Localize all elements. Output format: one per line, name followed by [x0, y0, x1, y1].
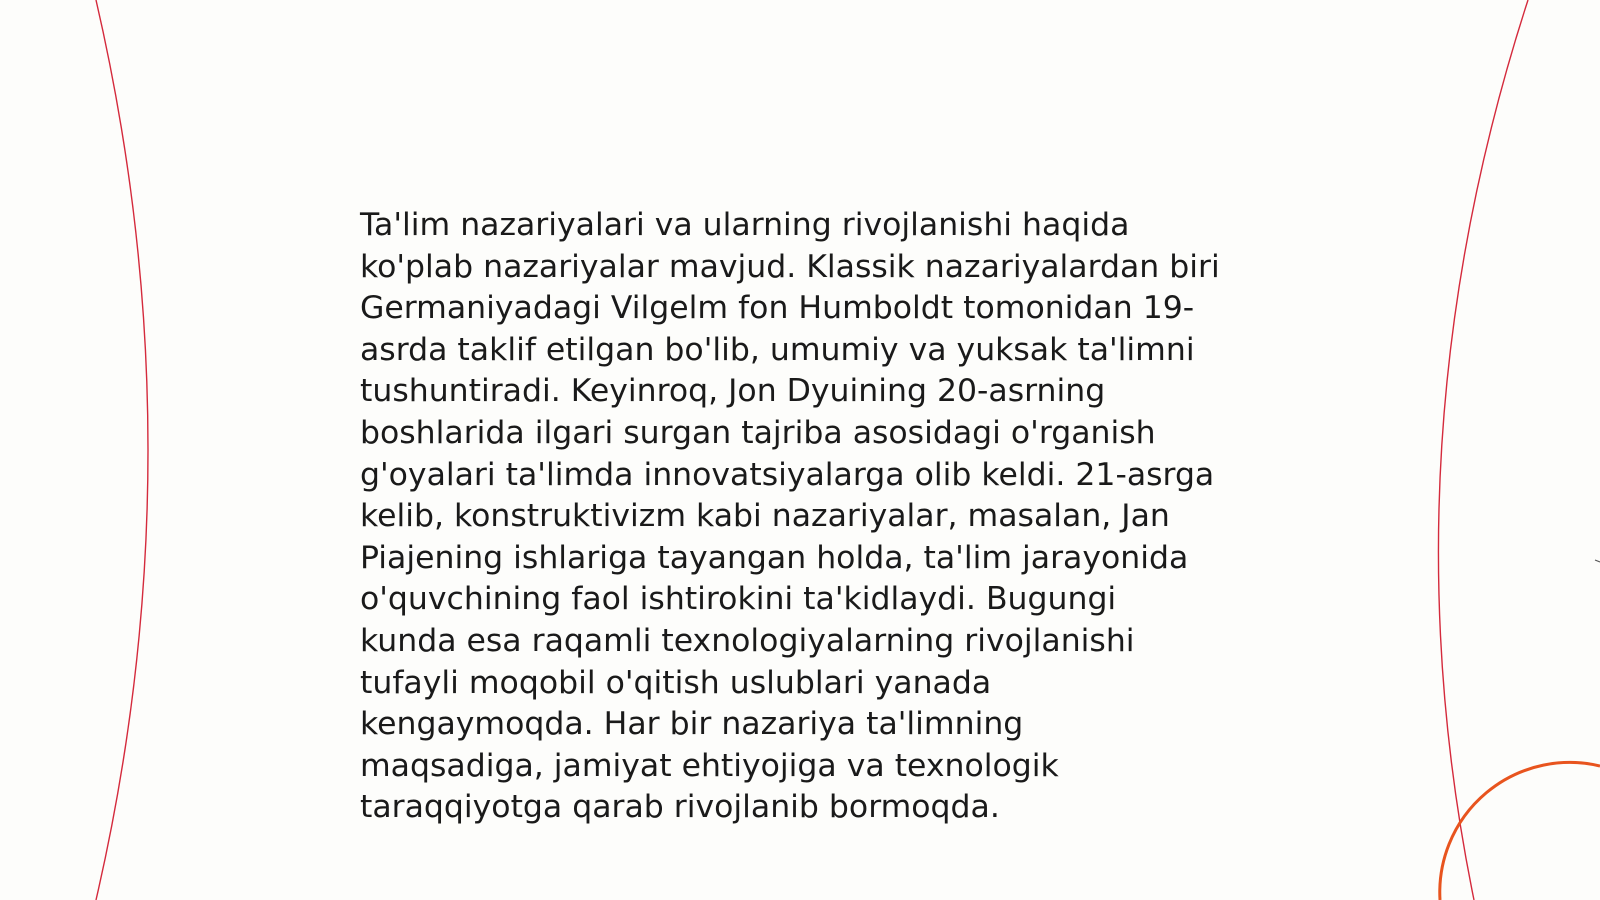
text-line: o'quvchining faol ishtirokini ta'kidlaydi. Bugungi	[360, 581, 1117, 618]
text-line: kunda esa raqamli texnologiyalarning rivojlanishi	[360, 622, 1135, 659]
text-line: kelib, konstruktivizm kabi nazariyalar, masalan, Jan	[360, 498, 1170, 535]
text-line: maqsadiga, jamiyat ehtiyojiga va texnologik	[360, 747, 1059, 784]
text-line: Germaniyadagi Vilgelm fon Humboldt tomonidan 19-	[360, 290, 1195, 327]
text-line: Piajening ishlariga tayangan holda, ta'lim jarayonida	[360, 539, 1189, 576]
right-curve-line	[1438, 0, 1528, 900]
text-line: ko'plab nazariyalar mavjud. Klassik nazariyalardan biri	[360, 248, 1220, 285]
text-line: kengaymoqda. Har bir nazariya ta'limning	[360, 706, 1024, 743]
text-line: tufayli moqobil o'qitish uslublari yanada	[360, 664, 992, 701]
corner-arc	[1440, 762, 1600, 900]
text-line: Ta'lim nazariyalari va ularning rivojlanishi haqida	[360, 207, 1130, 243]
text-line: boshlarida ilgari surgan tajriba asosidagi o'rganish	[360, 414, 1156, 451]
text-line: asrda taklif etilgan bo'lib, umumiy va yuksak ta'limni	[360, 331, 1195, 368]
text-line: tushuntiradi. Keyinroq, Jon Dyuining 20-asrning	[360, 373, 1106, 410]
edge-tick-mark	[1595, 560, 1600, 562]
text-line: taraqqiyotga qarab rivojlanib bormoqda.	[360, 789, 1000, 826]
text-line: g'oyalari ta'limda innovatsiyalarga olib keldi. 21-asrga	[360, 456, 1215, 493]
slide-body-text	[360, 205, 1260, 829]
left-curve-line	[96, 0, 148, 900]
